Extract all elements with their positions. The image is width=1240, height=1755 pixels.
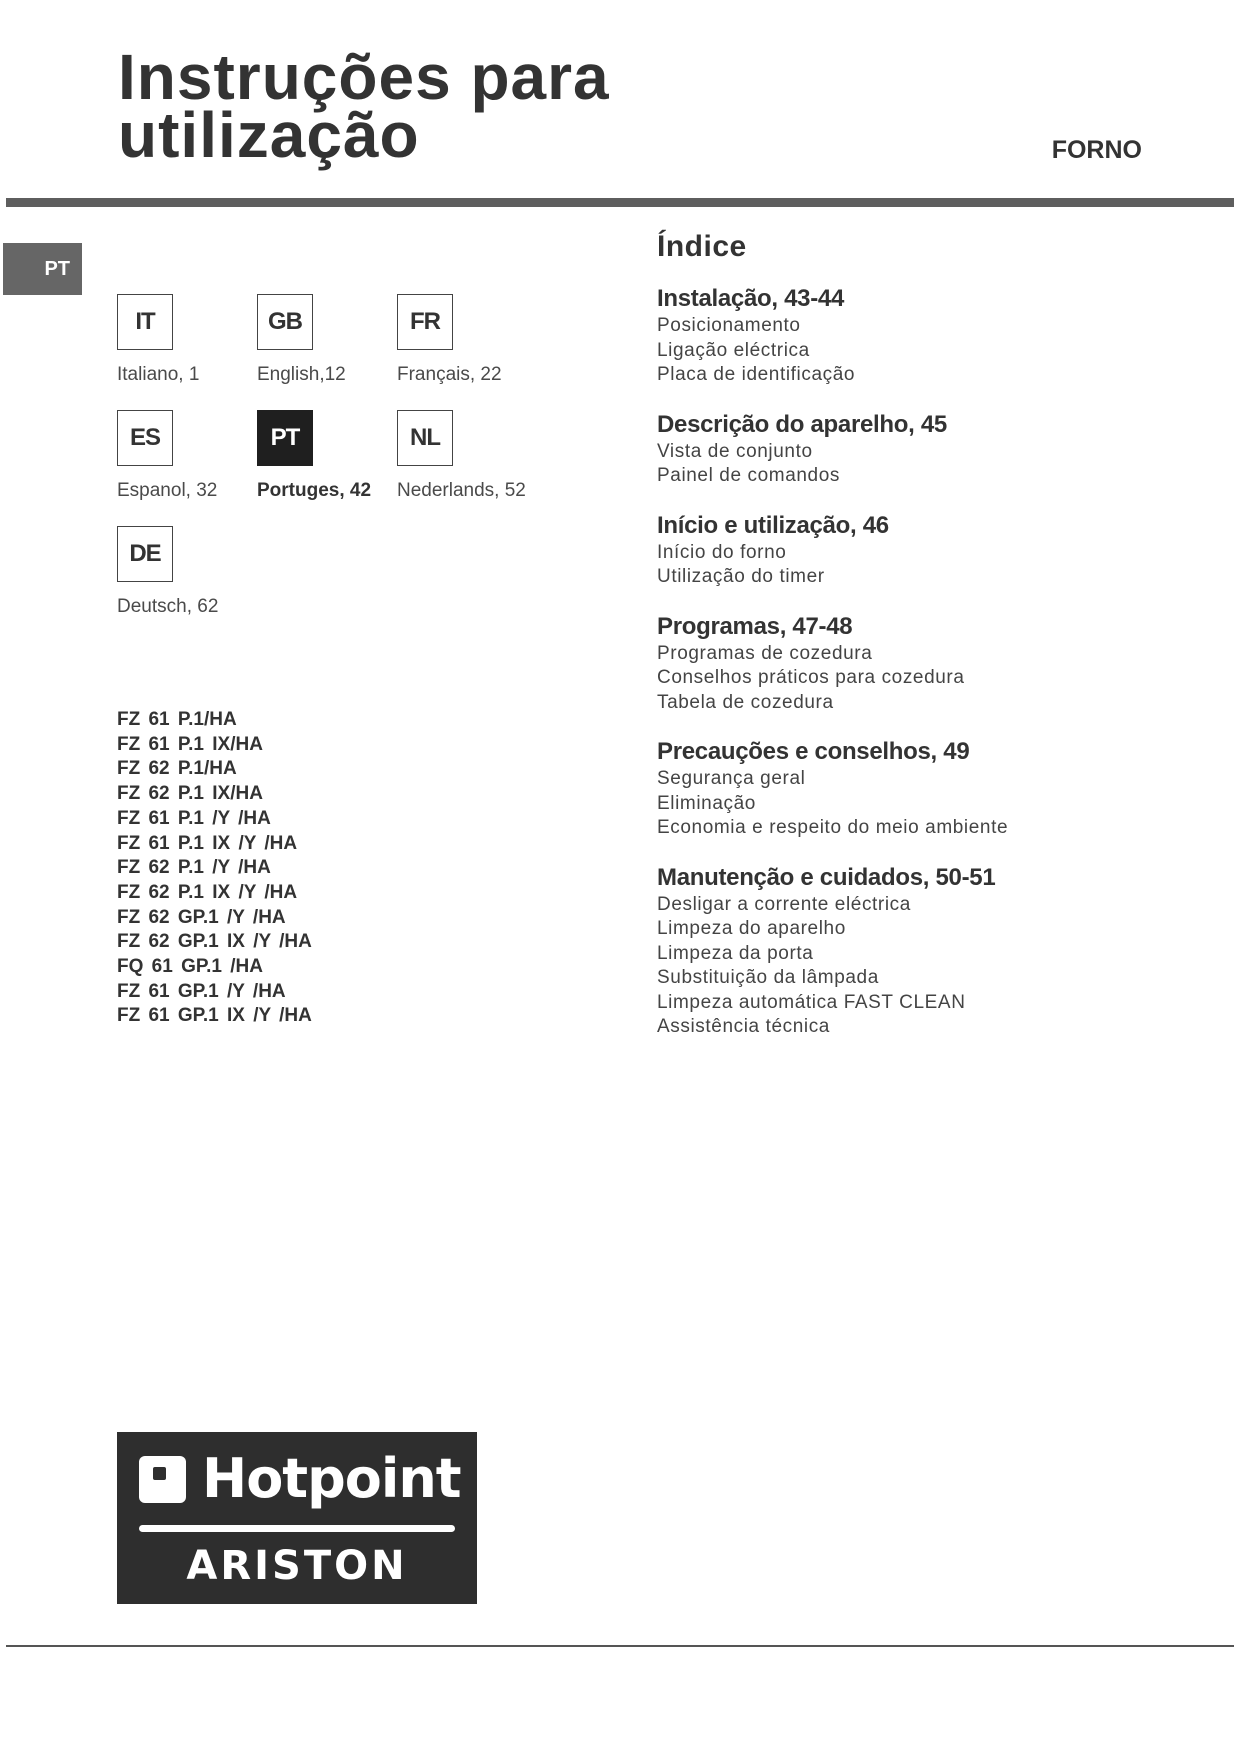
model-list (117, 708, 312, 1029)
toc-item[interactable]: Eliminação (657, 792, 756, 814)
model-item: FZ 61 P.1 IX/HA (117, 733, 263, 755)
model-item: FZ 61 P.1/HA (117, 709, 237, 730)
language-label: English,12 (257, 364, 346, 385)
toc-heading[interactable]: Instalação, 43-44 (657, 285, 845, 312)
language-code-box: IT (117, 294, 173, 350)
logo-brand-row (139, 1447, 461, 1510)
language-label: Français, 22 (397, 364, 502, 385)
model-item: FZ 62 GP.1 /Y /HA (117, 906, 286, 928)
model-item: FZ 62 P.1 IX /Y /HA (117, 881, 298, 903)
product-type: FORNO (1051, 136, 1142, 164)
language-code-box: ES (117, 410, 173, 466)
toc-item[interactable]: Limpeza do aparelho (657, 918, 846, 939)
index-title: Índice (657, 230, 747, 263)
model-item: FZ 62 P.1 /Y /HA (117, 857, 271, 879)
hotpoint-mark-icon (139, 1456, 186, 1503)
language-gb[interactable] (257, 294, 417, 386)
logo-divider (139, 1525, 455, 1532)
language-code-box-active: PT (257, 410, 313, 466)
toc-section-start (657, 511, 1217, 590)
toc-item[interactable]: Tabela de cozedura (657, 691, 834, 713)
toc-item[interactable]: Segurança geral (657, 768, 806, 789)
language-de[interactable] (117, 526, 277, 618)
toc-section-programs (657, 612, 1217, 716)
toc-item[interactable]: Utilização do timer (657, 566, 825, 587)
language-label: Nederlands, 52 (397, 480, 526, 501)
footer-divider (6, 1645, 1234, 1647)
toc-heading[interactable]: Precauções e conselhos, 49 (657, 738, 970, 765)
header-divider (6, 198, 1234, 207)
toc-heading[interactable]: Descrição do aparelho, 45 (657, 410, 947, 438)
toc-heading[interactable]: Programas, 47-48 (657, 612, 853, 640)
toc-item[interactable]: Painel de comandos (657, 465, 840, 486)
toc-item[interactable]: Conselhos práticos para cozedura (657, 667, 965, 688)
toc-section-installation (657, 284, 1217, 388)
toc-item[interactable]: Desligar a corrente eléctrica (657, 893, 911, 915)
title-line-2: utilização (118, 99, 420, 171)
toc-item[interactable]: Vista de conjunto (657, 440, 813, 462)
language-label: Italiano, 1 (117, 364, 200, 385)
hotpoint-ariston-logo (117, 1432, 477, 1604)
toc-item[interactable]: Posicionamento (657, 315, 801, 336)
model-item: FZ 61 P.1 IX /Y /HA (117, 832, 298, 854)
logo-sub-brand: ARISTON (186, 1543, 408, 1589)
model-item: FZ 62 GP.1 IX /Y /HA (117, 931, 312, 953)
language-code-box: GB (257, 294, 313, 350)
toc-section-maintenance (657, 863, 1217, 1040)
language-code-box: DE (117, 526, 173, 582)
language-it[interactable] (117, 294, 277, 386)
language-nl[interactable] (397, 410, 557, 502)
toc-item[interactable]: Assistência técnica (657, 1016, 830, 1037)
language-label: Espanol, 32 (117, 480, 218, 501)
toc-section-precautions (657, 737, 1217, 841)
language-label: Deutsch, 62 (117, 596, 219, 617)
toc-item[interactable]: Substituição da lâmpada (657, 967, 879, 988)
toc-item[interactable]: Placa de identificação (657, 364, 856, 385)
toc-item[interactable]: Limpeza automática FAST CLEAN (657, 991, 966, 1013)
table-of-contents (657, 230, 1217, 1062)
model-item: FQ 61 GP.1 /HA (117, 956, 263, 978)
language-code-box: FR (397, 294, 453, 350)
toc-heading[interactable]: Início e utilização, 46 (657, 511, 889, 539)
model-item: FZ 61 GP.1 /Y /HA (117, 980, 286, 1002)
language-fr[interactable] (397, 294, 557, 386)
language-side-tab: PT (3, 243, 82, 295)
logo-brand-name: Hotpoint (202, 1447, 461, 1510)
toc-item[interactable]: Ligação eléctrica (657, 339, 810, 361)
language-es[interactable] (117, 410, 277, 502)
toc-item[interactable]: Início do forno (657, 541, 787, 563)
model-item: FZ 62 P.1/HA (117, 758, 237, 780)
document-title (118, 41, 610, 171)
toc-item[interactable]: Economia e respeito do meio ambiente (657, 817, 1009, 838)
toc-item[interactable]: Limpeza da porta (657, 942, 814, 964)
toc-heading[interactable]: Manutenção e cuidados, 50-51 (657, 863, 996, 891)
toc-section-description (657, 410, 1217, 489)
language-pt[interactable] (257, 410, 417, 502)
model-item: FZ 61 P.1 /Y /HA (117, 807, 271, 829)
toc-item[interactable]: Programas de cozedura (657, 642, 873, 664)
model-item: FZ 62 P.1 IX/HA (117, 783, 263, 805)
language-code-box: NL (397, 410, 453, 466)
language-label-active: Portuges, 42 (257, 480, 372, 501)
language-selector (117, 294, 567, 624)
title-line-1: Instruções para (118, 41, 610, 113)
model-item: FZ 61 GP.1 IX /Y /HA (117, 1005, 312, 1027)
